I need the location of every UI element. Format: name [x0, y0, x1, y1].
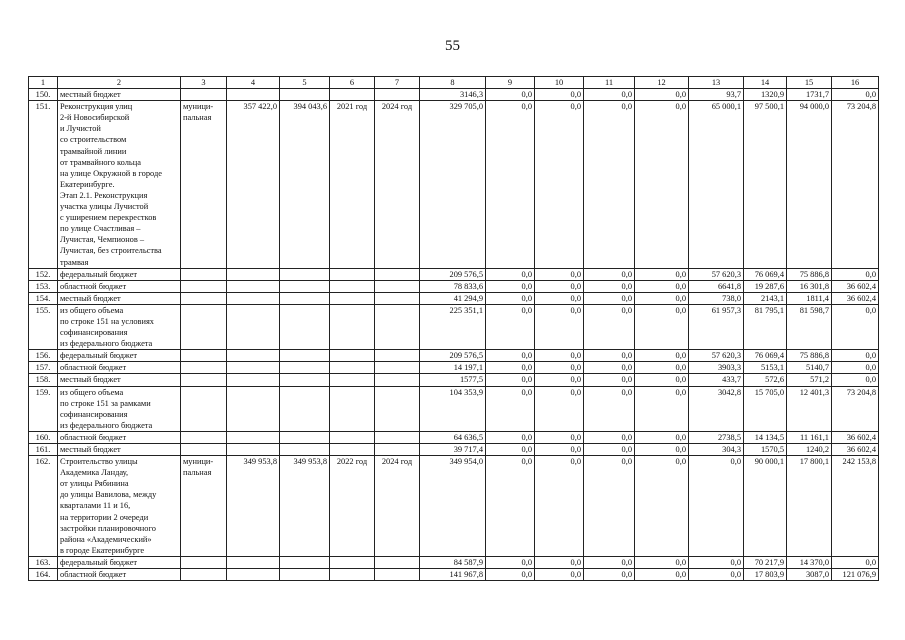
amount-cell: 0,0 [535, 431, 584, 443]
end-year-cell [375, 444, 420, 456]
ownership-cell [181, 280, 227, 292]
amount-cell: 0,0 [832, 350, 879, 362]
amount-cell: 0,0 [584, 280, 635, 292]
amount-cell: 76 069,4 [744, 350, 787, 362]
end-year-cell [375, 386, 420, 431]
table-row [29, 89, 879, 101]
page-number: 55 [445, 38, 460, 54]
cost-cell [280, 556, 330, 568]
amount-cell: 572,6 [744, 374, 787, 386]
amount-cell: 0,0 [584, 431, 635, 443]
column-header: 14 [744, 77, 787, 89]
table-header-row [29, 77, 879, 89]
row-name: областной бюджет [58, 280, 181, 292]
estimated-cost-cell [227, 569, 280, 581]
amount-cell: 0,0 [535, 362, 584, 374]
amount-cell: 93,7 [689, 89, 744, 101]
amount-cell: 0,0 [584, 456, 635, 557]
start-year-cell [330, 268, 375, 280]
table-row [29, 374, 879, 386]
table-row [29, 556, 879, 568]
amount-cell: 0,0 [486, 268, 535, 280]
amount-cell: 0,0 [689, 456, 744, 557]
start-year-cell [330, 280, 375, 292]
amount-cell: 57 620,3 [689, 268, 744, 280]
row-number: 159. [29, 386, 58, 431]
amount-cell: 73 204,8 [832, 386, 879, 431]
amount-cell: 0,0 [635, 569, 689, 581]
ownership-cell [181, 292, 227, 304]
amount-cell: 0,0 [535, 268, 584, 280]
row-name: областной бюджет [58, 569, 181, 581]
amount-cell: 1240,2 [787, 444, 832, 456]
ownership-cell [181, 268, 227, 280]
estimated-cost-cell [227, 292, 280, 304]
column-header: 15 [787, 77, 832, 89]
column-header: 8 [420, 77, 486, 89]
row-name: федеральный бюджет [58, 268, 181, 280]
amount-cell: 0,0 [535, 374, 584, 386]
cost-cell [280, 362, 330, 374]
end-year-cell [375, 350, 420, 362]
start-year-cell [330, 350, 375, 362]
estimated-cost-cell: 349 953,8 [227, 456, 280, 557]
row-name: из общего объема по строке 151 на условиях софинансирования из федерального бюджета [58, 304, 181, 349]
estimated-cost-cell [227, 350, 280, 362]
amount-cell: 6641,8 [689, 280, 744, 292]
cost-cell [280, 89, 330, 101]
cost-cell [280, 569, 330, 581]
column-header: 4 [227, 77, 280, 89]
amount-cell: 75 886,8 [787, 350, 832, 362]
total-amount-cell: 84 587,9 [420, 556, 486, 568]
amount-cell: 1811,4 [787, 292, 832, 304]
amount-cell: 65 000,1 [689, 101, 744, 268]
amount-cell: 5153,1 [744, 362, 787, 374]
estimated-cost-cell [227, 556, 280, 568]
column-header: 10 [535, 77, 584, 89]
amount-cell: 0,0 [486, 280, 535, 292]
row-name: федеральный бюджет [58, 556, 181, 568]
ownership-cell: муници- пальная [181, 101, 227, 268]
row-number: 154. [29, 292, 58, 304]
amount-cell: 0,0 [635, 280, 689, 292]
cost-cell [280, 350, 330, 362]
amount-cell: 0,0 [584, 362, 635, 374]
row-name: из общего объема по строке 151 за рамками софинансирования из федерального бюджета [58, 386, 181, 431]
amount-cell: 97 500,1 [744, 101, 787, 268]
cost-cell [280, 304, 330, 349]
column-header: 1 [29, 77, 58, 89]
amount-cell: 0,0 [832, 556, 879, 568]
start-year-cell [330, 444, 375, 456]
amount-cell: 0,0 [486, 89, 535, 101]
amount-cell: 0,0 [584, 292, 635, 304]
ownership-cell [181, 374, 227, 386]
amount-cell: 61 957,3 [689, 304, 744, 349]
amount-cell: 0,0 [584, 304, 635, 349]
end-year-cell [375, 268, 420, 280]
amount-cell: 81 598,7 [787, 304, 832, 349]
amount-cell: 36 602,4 [832, 431, 879, 443]
amount-cell: 121 076,9 [832, 569, 879, 581]
end-year-cell [375, 374, 420, 386]
estimated-cost-cell [227, 268, 280, 280]
row-number: 157. [29, 362, 58, 374]
table-row [29, 350, 879, 362]
start-year-cell [330, 304, 375, 349]
cost-cell [280, 444, 330, 456]
amount-cell: 0,0 [535, 386, 584, 431]
amount-cell: 1320,9 [744, 89, 787, 101]
table-row [29, 304, 879, 349]
end-year-cell [375, 431, 420, 443]
total-amount-cell: 225 351,1 [420, 304, 486, 349]
table-row [29, 444, 879, 456]
amount-cell: 0,0 [486, 101, 535, 268]
total-amount-cell: 209 576,5 [420, 268, 486, 280]
amount-cell: 0,0 [635, 101, 689, 268]
row-name: местный бюджет [58, 374, 181, 386]
table-row [29, 431, 879, 443]
total-amount-cell: 78 833,6 [420, 280, 486, 292]
end-year-cell: 2024 год [375, 456, 420, 557]
column-header: 2 [58, 77, 181, 89]
start-year-cell [330, 89, 375, 101]
amount-cell: 0,0 [584, 569, 635, 581]
ownership-cell [181, 362, 227, 374]
amount-cell: 0,0 [535, 556, 584, 568]
estimated-cost-cell [227, 304, 280, 349]
start-year-cell [330, 362, 375, 374]
total-amount-cell: 349 954,0 [420, 456, 486, 557]
amount-cell: 0,0 [832, 374, 879, 386]
start-year-cell [330, 386, 375, 431]
amount-cell: 0,0 [486, 292, 535, 304]
amount-cell: 242 153,8 [832, 456, 879, 557]
row-number: 161. [29, 444, 58, 456]
row-number: 158. [29, 374, 58, 386]
amount-cell: 3087,0 [787, 569, 832, 581]
amount-cell: 1731,7 [787, 89, 832, 101]
amount-cell: 0,0 [832, 362, 879, 374]
ownership-cell [181, 556, 227, 568]
amount-cell: 0,0 [832, 89, 879, 101]
amount-cell: 0,0 [689, 569, 744, 581]
amount-cell: 0,0 [486, 444, 535, 456]
row-number: 153. [29, 280, 58, 292]
amount-cell: 90 000,1 [744, 456, 787, 557]
amount-cell: 0,0 [635, 304, 689, 349]
total-amount-cell: 104 353,9 [420, 386, 486, 431]
column-header: 12 [635, 77, 689, 89]
amount-cell: 17 800,1 [787, 456, 832, 557]
estimated-cost-cell [227, 89, 280, 101]
amount-cell: 738,0 [689, 292, 744, 304]
amount-cell: 0,0 [832, 304, 879, 349]
estimated-cost-cell: 357 422,0 [227, 101, 280, 268]
row-name: местный бюджет [58, 89, 181, 101]
amount-cell: 0,0 [535, 569, 584, 581]
amount-cell: 0,0 [635, 89, 689, 101]
amount-cell: 0,0 [486, 374, 535, 386]
start-year-cell: 2021 год [330, 101, 375, 268]
column-header: 13 [689, 77, 744, 89]
row-name: областной бюджет [58, 362, 181, 374]
amount-cell: 0,0 [486, 456, 535, 557]
amount-cell: 0,0 [635, 374, 689, 386]
total-amount-cell: 1577,5 [420, 374, 486, 386]
estimated-cost-cell [227, 444, 280, 456]
amount-cell: 3042,8 [689, 386, 744, 431]
amount-cell: 5140,7 [787, 362, 832, 374]
amount-cell: 0,0 [584, 556, 635, 568]
amount-cell: 0,0 [584, 268, 635, 280]
amount-cell: 2738,5 [689, 431, 744, 443]
amount-cell: 0,0 [635, 456, 689, 557]
amount-cell: 0,0 [535, 101, 584, 268]
start-year-cell [330, 431, 375, 443]
column-header: 7 [375, 77, 420, 89]
total-amount-cell: 64 636,5 [420, 431, 486, 443]
table-row [29, 268, 879, 280]
amount-cell: 0,0 [486, 362, 535, 374]
amount-cell: 36 602,4 [832, 280, 879, 292]
row-number: 160. [29, 431, 58, 443]
estimated-cost-cell [227, 362, 280, 374]
amount-cell: 0,0 [584, 101, 635, 268]
amount-cell: 75 886,8 [787, 268, 832, 280]
amount-cell: 73 204,8 [832, 101, 879, 268]
amount-cell: 57 620,3 [689, 350, 744, 362]
column-header: 5 [280, 77, 330, 89]
row-number: 152. [29, 268, 58, 280]
end-year-cell [375, 89, 420, 101]
amount-cell: 0,0 [584, 374, 635, 386]
budget-table [28, 76, 879, 581]
end-year-cell: 2024 год [375, 101, 420, 268]
amount-cell: 304,3 [689, 444, 744, 456]
column-header: 11 [584, 77, 635, 89]
row-number: 150. [29, 89, 58, 101]
estimated-cost-cell [227, 386, 280, 431]
cost-cell [280, 386, 330, 431]
amount-cell: 36 602,4 [832, 444, 879, 456]
row-name: местный бюджет [58, 292, 181, 304]
amount-cell: 433,7 [689, 374, 744, 386]
total-amount-cell: 329 705,0 [420, 101, 486, 268]
total-amount-cell: 39 717,4 [420, 444, 486, 456]
total-amount-cell: 209 576,5 [420, 350, 486, 362]
amount-cell: 36 602,4 [832, 292, 879, 304]
row-number: 156. [29, 350, 58, 362]
table-row [29, 456, 879, 557]
amount-cell: 0,0 [584, 350, 635, 362]
ownership-cell [181, 569, 227, 581]
start-year-cell [330, 374, 375, 386]
table-row [29, 280, 879, 292]
amount-cell: 70 217,9 [744, 556, 787, 568]
amount-cell: 0,0 [832, 268, 879, 280]
amount-cell: 14 370,0 [787, 556, 832, 568]
start-year-cell [330, 556, 375, 568]
amount-cell: 0,0 [486, 431, 535, 443]
start-year-cell [330, 292, 375, 304]
end-year-cell [375, 280, 420, 292]
amount-cell: 94 000,0 [787, 101, 832, 268]
amount-cell: 0,0 [635, 444, 689, 456]
amount-cell: 0,0 [486, 569, 535, 581]
end-year-cell [375, 304, 420, 349]
amount-cell: 0,0 [584, 444, 635, 456]
estimated-cost-cell [227, 280, 280, 292]
end-year-cell [375, 556, 420, 568]
amount-cell: 571,2 [787, 374, 832, 386]
amount-cell: 76 069,4 [744, 268, 787, 280]
amount-cell: 0,0 [635, 556, 689, 568]
ownership-cell [181, 89, 227, 101]
row-number: 164. [29, 569, 58, 581]
row-name: федеральный бюджет [58, 350, 181, 362]
ownership-cell [181, 431, 227, 443]
row-name: областной бюджет [58, 431, 181, 443]
cost-cell [280, 268, 330, 280]
row-number: 151. [29, 101, 58, 268]
table-row [29, 292, 879, 304]
amount-cell: 19 287,6 [744, 280, 787, 292]
column-header: 9 [486, 77, 535, 89]
row-number: 162. [29, 456, 58, 557]
end-year-cell [375, 569, 420, 581]
amount-cell: 0,0 [535, 89, 584, 101]
row-name: Реконструкция улиц 2-й Новосибирской и Лучистой со строительством трамвайной линии от трамвайного кольца на улице Окружной в городе Екатеринбурге. Этап 2.1. Реконструкция участка улицы Лучистой с уширением перекрестков по улице Счастливая – Лучистая, Чемпионов – Лучистая, без строительства трамвая [58, 101, 181, 268]
table-row [29, 569, 879, 581]
amount-cell: 0,0 [486, 386, 535, 431]
cost-cell: 394 043,6 [280, 101, 330, 268]
amount-cell: 0,0 [689, 556, 744, 568]
column-header: 6 [330, 77, 375, 89]
amount-cell: 0,0 [635, 350, 689, 362]
amount-cell: 0,0 [535, 304, 584, 349]
amount-cell: 0,0 [535, 350, 584, 362]
start-year-cell [330, 569, 375, 581]
table-row [29, 386, 879, 431]
amount-cell: 0,0 [486, 350, 535, 362]
table-body [29, 77, 879, 581]
ownership-cell [181, 386, 227, 431]
estimated-cost-cell [227, 374, 280, 386]
cost-cell [280, 280, 330, 292]
estimated-cost-cell [227, 431, 280, 443]
table-row [29, 362, 879, 374]
ownership-cell: муници- пальная [181, 456, 227, 557]
total-amount-cell: 141 967,8 [420, 569, 486, 581]
ownership-cell [181, 304, 227, 349]
end-year-cell [375, 292, 420, 304]
total-amount-cell: 14 197,1 [420, 362, 486, 374]
total-amount-cell: 41 294,9 [420, 292, 486, 304]
amount-cell: 0,0 [486, 556, 535, 568]
amount-cell: 0,0 [635, 268, 689, 280]
amount-cell: 0,0 [635, 431, 689, 443]
amount-cell: 0,0 [635, 292, 689, 304]
amount-cell: 0,0 [486, 304, 535, 349]
ownership-cell [181, 444, 227, 456]
amount-cell: 81 795,1 [744, 304, 787, 349]
amount-cell: 2143,1 [744, 292, 787, 304]
start-year-cell: 2022 год [330, 456, 375, 557]
amount-cell: 17 803,9 [744, 569, 787, 581]
cost-cell [280, 292, 330, 304]
amount-cell: 0,0 [584, 386, 635, 431]
amount-cell: 0,0 [635, 362, 689, 374]
table-row [29, 101, 879, 268]
column-header: 3 [181, 77, 227, 89]
amount-cell: 15 705,0 [744, 386, 787, 431]
amount-cell: 0,0 [535, 280, 584, 292]
amount-cell: 0,0 [535, 456, 584, 557]
end-year-cell [375, 362, 420, 374]
amount-cell: 0,0 [535, 292, 584, 304]
total-amount-cell: 3146,3 [420, 89, 486, 101]
amount-cell: 16 301,8 [787, 280, 832, 292]
amount-cell: 11 161,1 [787, 431, 832, 443]
amount-cell: 0,0 [635, 386, 689, 431]
amount-cell: 12 401,3 [787, 386, 832, 431]
column-header: 16 [832, 77, 879, 89]
row-name: местный бюджет [58, 444, 181, 456]
row-name: Строительство улицы Академика Ландау, от улицы Рябинина до улицы Вавилова, между кварталами 11 и 16, на территории 2 очереди застройки планировочного района «Академический» в городе Екатеринбурге [58, 456, 181, 557]
amount-cell: 0,0 [535, 444, 584, 456]
cost-cell [280, 431, 330, 443]
cost-cell: 349 953,8 [280, 456, 330, 557]
row-number: 163. [29, 556, 58, 568]
amount-cell: 14 134,5 [744, 431, 787, 443]
cost-cell [280, 374, 330, 386]
row-number: 155. [29, 304, 58, 349]
ownership-cell [181, 350, 227, 362]
amount-cell: 0,0 [584, 89, 635, 101]
amount-cell: 3903,3 [689, 362, 744, 374]
amount-cell: 1570,5 [744, 444, 787, 456]
